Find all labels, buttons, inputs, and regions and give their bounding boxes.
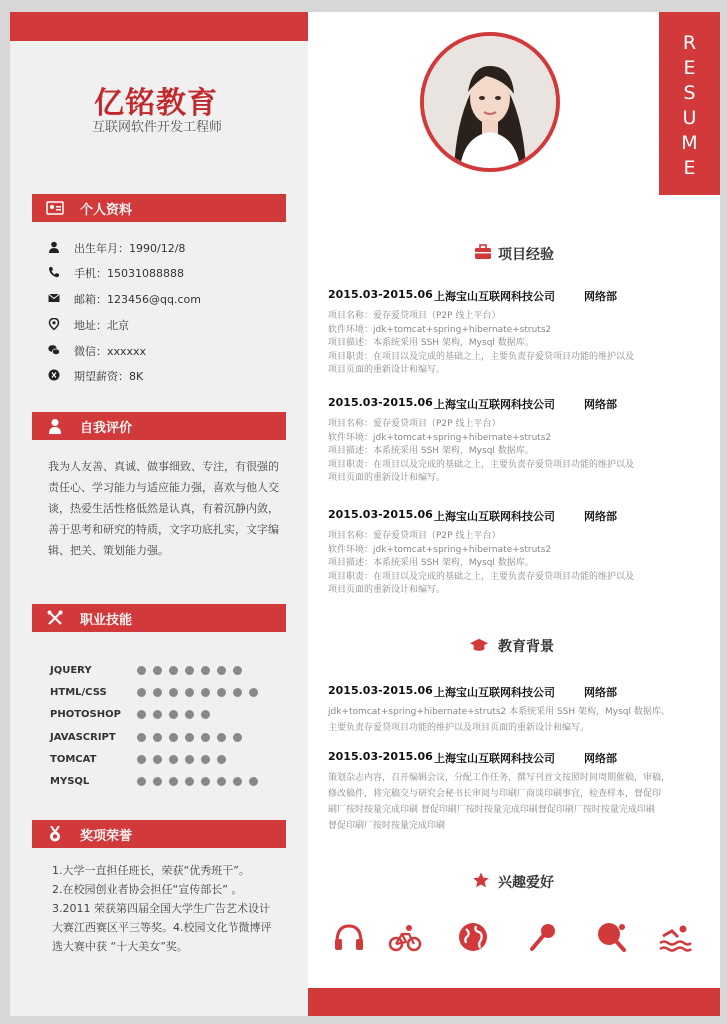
info-text: 手机：15031088888 [74, 267, 184, 280]
entry-detail-line: 项目页面的重新设计和编写。 [328, 473, 446, 484]
self-eval-text [48, 456, 280, 561]
person-icon [48, 241, 60, 253]
resume-letter: S [683, 82, 696, 104]
resume-page [10, 12, 720, 1016]
section-self-eval-header [32, 412, 286, 440]
entry-detail-line: 项目页面的重新设计和编写。 [328, 585, 446, 596]
skill-dot [169, 755, 178, 764]
skill-dot [249, 777, 258, 786]
skill-dot [201, 755, 210, 764]
award-line: 选大赛中获 “十大美女”奖。 [52, 940, 188, 953]
skill-dot [185, 666, 194, 675]
entry-detail-line: 软件环境：jdk+tomcat+spring+hibernate+struts2 [328, 544, 552, 555]
pingpong-icon [594, 920, 628, 954]
skill-name: JAVASCRIPT [50, 731, 116, 743]
skill-name: HTML/CSS [50, 687, 107, 699]
entry-dept: 网络部 [584, 398, 617, 411]
section-title: 个人资料 [80, 203, 133, 218]
skill-dot [217, 777, 226, 786]
skill-dot [137, 755, 146, 764]
skill-dot [169, 666, 178, 675]
entry-detail-line: 软件环境：jdk+tomcat+spring+hibernate+struts2 [328, 432, 552, 443]
award-line: 大赛江西赛区平三等奖。4.校园文化节微博评 [52, 921, 272, 934]
award-line: 3.2011 荣获第四届全国大学生广告艺术设计 [52, 902, 270, 915]
award-line: 1.大学一直担任班长，荣获“优秀班干”。 [52, 864, 250, 877]
brand-title: 亿铭教育 [94, 86, 218, 121]
resume-letter: M [681, 132, 698, 154]
info-text: 期望薪资：8K [74, 370, 144, 383]
self-eval-line: 我为人友善、真诚、做事细致、专注，有很强的 [48, 460, 279, 473]
star-icon [472, 872, 490, 888]
self-eval-line: 辑、把关、策划能力强。 [48, 544, 169, 557]
entry-detail-line: 项目描述：本系统采用 SSH 架构，Mysql 数据库。 [328, 446, 534, 457]
self-eval-line: 谈，热爱生活性格低然是认真，有着沉静内敛， [48, 502, 279, 515]
skill-dot [201, 666, 210, 675]
resume-vertical-tag [659, 12, 720, 195]
section-hobbies-title: 兴趣爱好 [498, 875, 554, 891]
skill-dot [217, 733, 226, 742]
entry-detail-line: 刷厂按时按量完成印刷 督促印刷厂按时按量完成印刷督促印刷厂按时按量完成印刷 [328, 805, 655, 815]
tools-icon [46, 610, 64, 626]
skill-dot [233, 733, 242, 742]
mail-icon [48, 292, 60, 304]
skill-dot [169, 777, 178, 786]
self-eval-line: 责任心、学习能力与适应能力强，喜欢与他人交 [48, 481, 279, 494]
section-title: 奖项荣誉 [80, 829, 133, 844]
graduation-cap-icon [470, 637, 488, 653]
entry-detail-line: 策划杂志内容，召开编辑会议，分配工作任务，撰写刊首文按照时间周期催稿，审稿， [328, 773, 671, 783]
entry-detail-line: 项目名称：爱存爱贷项目（P2P 线上平台） [328, 311, 501, 321]
section-skills-header [32, 604, 286, 632]
skill-dot [137, 733, 146, 742]
section-title: 职业技能 [80, 613, 133, 628]
bottom-accent-bar [308, 988, 720, 1016]
user-icon [46, 418, 64, 434]
entry-detail-line: 项目描述：本系统采用 SSH 架构，Mysql 数据库。 [328, 338, 534, 349]
skill-dot [185, 755, 194, 764]
phone-icon [48, 266, 60, 278]
entry-detail-line: 项目页面的重新设计和编写。 [328, 365, 446, 376]
section-education-title: 教育背景 [498, 639, 554, 655]
entry-dept: 网络部 [584, 510, 617, 523]
skill-dot [201, 777, 210, 786]
skill-dot [169, 733, 178, 742]
entry-company: 上海宝山互联网科技公司 [434, 686, 555, 699]
section-awards-header [32, 820, 286, 848]
skill-name: MYSQL [50, 776, 90, 787]
profile-photo [420, 32, 560, 172]
self-eval-line: 善于思考和研究的特质，文字功底扎实，文字编 [48, 523, 279, 536]
resume-letter: E [683, 57, 696, 79]
swimming-icon [658, 920, 692, 954]
skill-dot [153, 733, 162, 742]
info-text: 出生年月：1990/12/8 [74, 242, 186, 255]
resume-letter: R [682, 32, 697, 54]
top-accent-bar [10, 12, 308, 41]
info-text: 邮箱：123456@qq.com [74, 293, 201, 306]
award-line: 2.在校园创业者协会担任“宣传部长” 。 [52, 883, 243, 896]
skill-name: TOMCAT [50, 753, 97, 765]
entry-detail-line: 主要负责存爱贷项目功能的维护以及项目页面的重新设计和编写。 [328, 723, 590, 733]
entry-dept: 网络部 [584, 686, 617, 699]
entry-detail-line: 督促印刷厂按时按量完成印刷 [328, 821, 446, 831]
entry-detail-line: 项目职责：在项目以及完成的基础之上，主要负责存爱贷项目功能的维护以及 [328, 571, 635, 582]
skill-name: PHOTOSHOP [50, 709, 121, 721]
skill-dot [137, 666, 146, 675]
skill-dot [185, 777, 194, 786]
medal-icon [46, 826, 64, 842]
resume-letter: E [683, 157, 696, 179]
id-card-icon [46, 200, 64, 216]
microphone-icon [526, 920, 560, 954]
section-title: 自我评价 [80, 421, 133, 436]
skill-dot [153, 777, 162, 786]
entry-date: 2015.03-2015.06 [328, 508, 433, 521]
skill-dot [217, 755, 226, 764]
entry-date: 2015.03-2015.06 [328, 288, 433, 301]
skill-dot [233, 666, 242, 675]
entry-date: 2015.03-2015.06 [328, 750, 433, 763]
section-projects-title: 项目经验 [498, 247, 554, 263]
skill-dot [201, 733, 210, 742]
entry-dept: 网络部 [584, 290, 617, 303]
cycling-icon [388, 920, 422, 954]
skill-dot [137, 777, 146, 786]
entry-detail-line: 修改稿件，将完稿交与研究会秘书长审阅与印刷厂商谈印刷事宜，检查样本，督促印 [328, 789, 662, 799]
info-text: 地址：北京 [74, 319, 129, 332]
briefcase-icon [474, 244, 492, 260]
entry-detail-line: jdk+tomcat+spring+hibernate+struts2 本系统采用 SSH 架构，Mysql 数据库。 [328, 707, 670, 717]
section-personal-header [32, 194, 286, 222]
skill-dot [185, 733, 194, 742]
entry-detail-line: 项目职责：在项目以及完成的基础之上，主要负责存爱贷项目功能的维护以及 [328, 459, 635, 470]
entry-company: 上海宝山互联网科技公司 [434, 398, 555, 411]
entry-company: 上海宝山互联网科技公司 [434, 290, 555, 303]
skill-dot [153, 755, 162, 764]
awards-text [52, 861, 282, 956]
globe-icon [456, 920, 490, 954]
location-icon [48, 318, 60, 330]
wechat-icon [48, 344, 60, 356]
entry-detail-line: 项目描述：本系统采用 SSH 架构，Mysql 数据库。 [328, 558, 534, 569]
entry-detail-line: 软件环境：jdk+tomcat+spring+hibernate+struts2 [328, 324, 552, 335]
job-subtitle: 互联网软件开发工程师 [92, 120, 223, 135]
headphones-icon [332, 920, 366, 954]
skill-dot [233, 777, 242, 786]
skill-dot [153, 666, 162, 675]
skill-name: JQUERY [50, 665, 92, 676]
entry-detail-line: 项目名称：爱存爱贷项目（P2P 线上平台） [328, 419, 501, 429]
entry-company: 上海宝山互联网科技公司 [434, 510, 555, 523]
entry-date: 2015.03-2015.06 [328, 684, 433, 697]
info-text: 微信：xxxxxx [74, 345, 147, 358]
resume-letter: U [682, 107, 697, 129]
entry-dept: 网络部 [584, 752, 617, 765]
entry-company: 上海宝山互联网科技公司 [434, 752, 555, 765]
salary-icon [48, 369, 60, 381]
entry-detail-line: 项目名称：爱存爱贷项目（P2P 线上平台） [328, 531, 501, 541]
entry-date: 2015.03-2015.06 [328, 396, 433, 409]
entry-detail-line: 项目职责：在项目以及完成的基础之上，主要负责存爱贷项目功能的维护以及 [328, 351, 635, 362]
skill-dot [217, 666, 226, 675]
